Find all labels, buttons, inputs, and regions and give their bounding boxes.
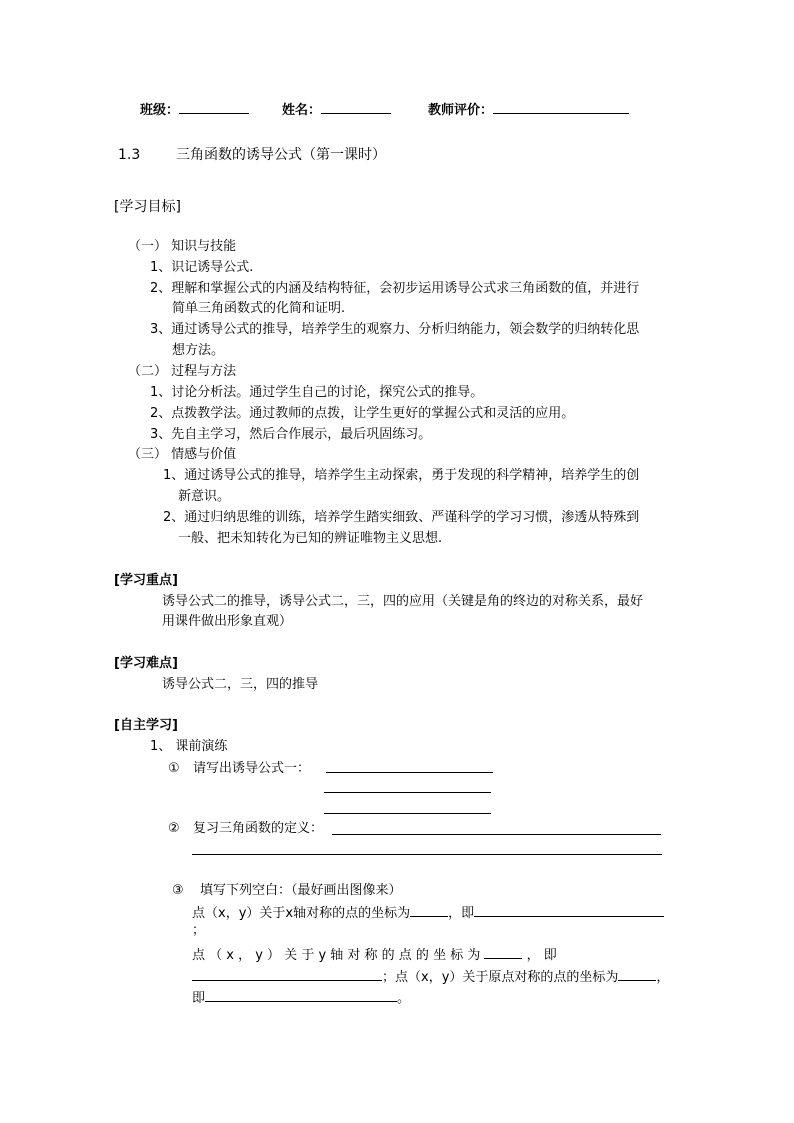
fill-line [192, 945, 557, 965]
fill-blank[interactable] [474, 903, 664, 917]
fill-blank[interactable] [410, 903, 448, 917]
class-field [140, 100, 249, 120]
objective-item-cont: 新意识。 [178, 489, 231, 504]
fill-text: ；点（x，y）关于原点对称的点的坐标为 [382, 970, 619, 985]
fill-text: 点 （ x ， y ） 关 于 y 轴 对 称 的 点 的 坐 标 为 [192, 948, 481, 963]
objective-item-cont: 简单三角函数式的化简和证明. [172, 301, 346, 316]
self-study-heading: [自主学习] [114, 718, 178, 733]
fill-line [192, 903, 664, 923]
fill-blank[interactable] [484, 945, 522, 959]
name-blank[interactable] [321, 100, 391, 114]
difficulty-heading: [学习难点] [114, 656, 178, 671]
teacher-eval-field [428, 100, 629, 120]
objectives-heading: [学习目标] [114, 199, 181, 215]
objective-item: 1、识记诱导公式. [150, 260, 254, 275]
fill-line [192, 988, 410, 1008]
key-points-text: 诱导公式二的推导，诱导公式二，三，四的应用（关键是角的终边的对称关系，最好 [162, 594, 644, 609]
objective-item: 2、通过归纳思维的训练，培养学生踏实细致、严谨科学的学习习惯，渗透从特殊到 [163, 510, 640, 525]
objective-item: 2、理解和掌握公式的内涵及结构特征，会初步运用诱导公式求三角函数的值，并进行 [150, 281, 640, 296]
question-number: ③ [172, 883, 184, 898]
fill-text: 即 [192, 991, 206, 1006]
question-text: 填写下列空白：（最好画出图像来） [200, 883, 402, 898]
objective-item-cont: 想方法。 [172, 343, 225, 358]
objective-item: 1、讨论分析法。通过学生自己的讨论，探究公式的推导。 [150, 385, 484, 400]
key-points-text: 用课件做出形象直观） [162, 614, 293, 629]
class-label: 班级： [140, 103, 180, 118]
difficulty-text: 诱导公式二，三，四的推导 [162, 677, 319, 692]
lesson-number: 1.3 [118, 147, 141, 163]
objective-section-title: （二） 过程与方法 [128, 364, 237, 379]
name-label: 姓名： [282, 103, 322, 118]
fill-blank[interactable] [205, 988, 397, 1002]
fill-text: ，即 [448, 906, 475, 921]
objective-section-title: （三） 情感与价值 [128, 447, 237, 462]
answer-blank[interactable] [324, 792, 491, 793]
objective-section-title: （一） 知识与技能 [128, 239, 237, 254]
answer-blank[interactable] [326, 772, 493, 773]
objective-item: 2、点拨教学法。通过教师的点拨，让学生更好的掌握公式和灵活的应用。 [150, 406, 575, 421]
question-text: 复习三角函数的定义： [193, 821, 324, 836]
question-number: ② [168, 821, 180, 836]
answer-blank[interactable] [192, 854, 662, 855]
teacher-eval-blank[interactable] [493, 100, 629, 114]
objective-item-cont: 一般、把未知转化为已知的辨证唯物主义思想. [178, 531, 443, 546]
teacher-eval-label: 教师评价： [428, 103, 494, 118]
objective-item: 3、通过诱导公式的推导，培养学生的观察力、分析归纳能力，领会数学的归纳转化思 [150, 322, 640, 337]
fill-line [192, 967, 669, 987]
fill-text: ， 即 [526, 948, 557, 963]
pre-class-exercise: 1、 课前演练 [150, 739, 228, 754]
fill-text: ； [192, 923, 206, 938]
key-points-heading: [学习重点] [114, 573, 178, 588]
fill-text: ， [656, 970, 670, 985]
answer-blank[interactable] [332, 834, 661, 835]
question-number: ① [168, 761, 180, 776]
answer-blank[interactable] [324, 813, 491, 814]
objective-item: 1、通过诱导公式的推导，培养学生主动探索，勇于发现的科学精神，培养学生的创 [163, 468, 640, 483]
question-text: 请写出诱导公式一： [193, 761, 311, 776]
class-blank[interactable] [179, 100, 249, 114]
name-field [282, 100, 391, 120]
fill-blank[interactable] [192, 967, 382, 981]
fill-text: 。 [397, 991, 411, 1006]
objective-item: 3、先自主学习，然后合作展示，最后巩固练习。 [150, 427, 432, 442]
fill-blank[interactable] [618, 967, 656, 981]
lesson-title: 三角函数的诱导公式（第一课时） [176, 147, 386, 163]
fill-text: 点（x，y）关于x轴对称的点的坐标为 [192, 906, 411, 921]
